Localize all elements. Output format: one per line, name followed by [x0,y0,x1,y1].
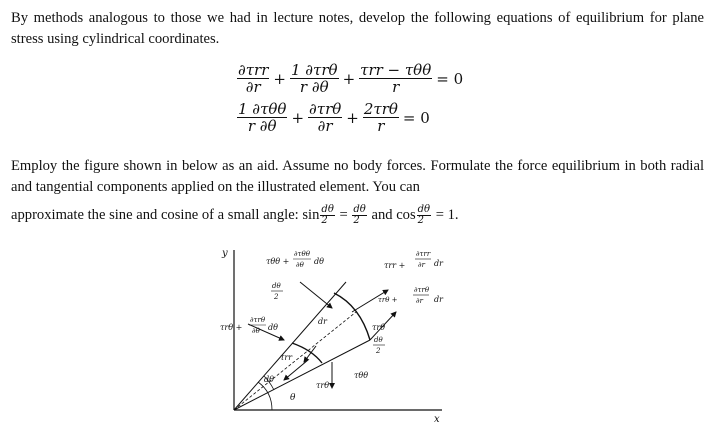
label-tthth-top-den: ∂θ [296,261,304,269]
figure-svg [220,242,460,432]
label-trr-right-a: τrr + [384,261,406,270]
arrow-tthth-top [300,282,332,308]
label-dth2-left-den: 2 [274,293,279,301]
label-trr-right-num: ∂τrr [416,250,431,258]
eq2-term2-num: ∂τrθ [309,100,342,118]
label-tthth-top-num: ∂τθθ [294,250,310,258]
label-trr-inner: τrr [280,353,293,362]
label-trth-right-den: ∂r [416,297,423,305]
eq1-term3-num: τrr − τθθ [360,61,432,79]
outer-arc [334,293,370,340]
label-trr-right-den: ∂r [418,261,425,269]
label-trr-right-b: dr [434,259,443,268]
label-dth2-right-num: dθ [374,336,383,344]
label-trth-right-a: τrθ + [378,296,398,304]
label-tthth-top-b: dθ [314,257,324,266]
label-trth-left-b: dθ [268,323,278,332]
y-axis-label: y [222,248,228,259]
label-dth2-left-num: dθ [272,282,281,290]
note-mid: and cos [371,207,416,223]
eq1-term2-num: 1 ∂τrθ [290,61,338,79]
note-equals: = [339,207,348,223]
label-trth-left-num: ∂τrθ [250,316,266,324]
eq2-plus2: + [346,108,359,127]
note-frac1-num: dθ [321,204,334,216]
note-frac3-num: dθ [417,204,431,216]
equation-radial [236,62,466,95]
problem-intro: By methods analogous to those we had in lecture notes, develop the following equations of equilibrium for plane stress using cylindrical coordinates. [11,10,704,47]
dtheta-label: dθ [264,375,274,384]
note-frac1-den: 2 [321,215,328,227]
label-trth-bottom: τrθ [316,381,330,390]
label-trth-right-num: ∂τrθ [414,286,430,294]
radial-line-1 [234,282,346,410]
eq2-term1-num: 1 ∂τθθ [238,100,287,118]
label-tthth-bottom: τθθ [354,371,369,380]
dr-label: dr [318,317,327,326]
small-angle-note [11,205,704,226]
note-frac2-den: 2 [353,215,360,227]
note-frac2-num: dθ [353,204,366,216]
label-trth-left-a: τrθ + [220,323,243,332]
arrow-trth-bottom [304,346,316,362]
arrow-trr-inner [284,360,308,380]
label-tthth-top-a: τθθ + [266,257,290,266]
x-axis-label: x [434,414,440,425]
eq1-rhs: = 0 [436,69,464,88]
label-trth-side: τrθ [372,323,386,332]
label-trth-right-b: dr [434,295,443,304]
note-frac3-den: 2 [417,215,425,227]
eq2-term2-den: ∂r [317,117,333,135]
eq1-term1-den: ∂r [245,78,261,96]
label-trth-left-den: ∂θ [252,327,260,335]
eq1-term3-den: r [392,78,400,96]
eq2-term1-den: r ∂θ [247,117,277,135]
theta-arc [258,382,272,410]
label-dth2-right-den: 2 [376,347,381,355]
eq2-rhs: = 0 [402,108,430,127]
theta-label: θ [290,393,296,403]
eq2-term3-num: 2τrθ [363,100,398,118]
radial-line-2 [234,340,370,410]
problem-instructions: Employ the figure shown in below as an aid. Assume no body forces. Formulate the force equilibrium in both radial and tangential components applied on the illustrated element. You can [11,158,704,195]
eq1-plus2: + [342,69,356,88]
eq1-term1-num: ∂τrr [238,61,269,79]
note-lead: approximate the sine and cosine of a small angle: sin [11,207,320,223]
note-tail: = 1. [435,207,459,223]
eq2-term3-den: r [377,117,385,135]
eq1-plus1: + [273,69,286,88]
stress-element-figure [220,242,460,437]
equation-tangential [236,101,433,134]
eq1-term2-den: r ∂θ [299,78,329,96]
eq2-plus1: + [291,108,305,127]
